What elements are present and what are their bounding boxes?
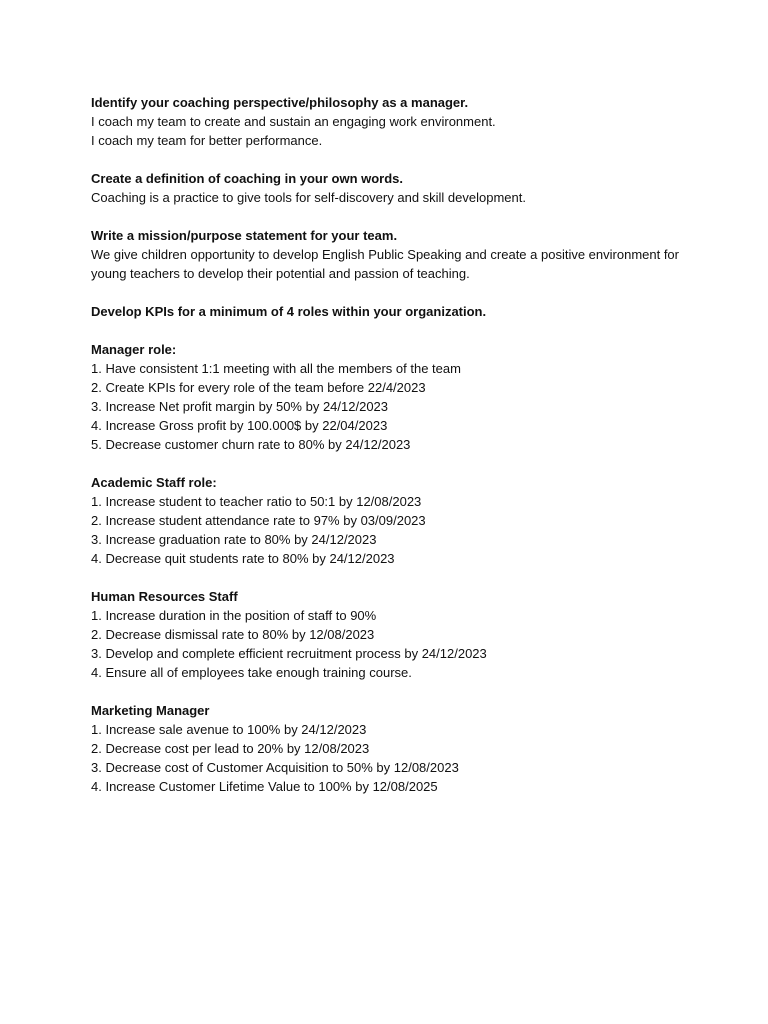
list-item: 2. Decrease cost per lead to 20% by 12/08/2023: [91, 741, 370, 756]
section-heading: Academic Staff role:: [91, 475, 217, 490]
section-coaching-philosophy: [91, 93, 711, 150]
body-line: I coach my team to create and sustain an engaging work environment.: [91, 114, 496, 129]
list-item: 4. Decrease quit students rate to 80% by 24/12/2023: [91, 551, 395, 566]
body-line: I coach my team for better performance.: [91, 133, 323, 148]
section-heading: Manager role:: [91, 342, 177, 357]
document-page: [91, 93, 711, 815]
list-item: 2. Create KPIs for every role of the team before 22/4/2023: [91, 380, 426, 395]
section-heading: Human Resources Staff: [91, 589, 238, 604]
section-heading: Create a definition of coaching in your own words.: [91, 171, 404, 186]
body-line: Coaching is a practice to give tools for self-discovery and skill development.: [91, 190, 526, 205]
section-marketing-manager: [91, 701, 711, 796]
section-academic-staff-role: [91, 473, 711, 568]
list-item: 3. Increase graduation rate to 80% by 24/12/2023: [91, 532, 377, 547]
section-mission-statement: [91, 226, 711, 283]
list-item: 2. Increase student attendance rate to 97% by 03/09/2023: [91, 513, 426, 528]
section-heading: Write a mission/purpose statement for your team.: [91, 228, 398, 243]
section-heading: Develop KPIs for a minimum of 4 roles within your organization.: [91, 304, 487, 319]
section-heading: Identify your coaching perspective/philosophy as a manager.: [91, 95, 469, 110]
section-manager-role: [91, 340, 711, 454]
body-line: We give children opportunity to develop English Public Speaking and create a positive environment for young teachers to develop their potential and passion of teaching.: [91, 247, 679, 281]
list-item: 4. Increase Gross profit by 100.000$ by 22/04/2023: [91, 418, 388, 433]
section-kpi-intro: [91, 302, 711, 321]
section-human-resources-staff: [91, 587, 711, 682]
list-item: 1. Have consistent 1:1 meeting with all the members of the team: [91, 361, 461, 376]
list-item: 1. Increase student to teacher ratio to 50:1 by 12/08/2023: [91, 494, 422, 509]
list-item: 1. Increase duration in the position of staff to 90%: [91, 608, 377, 623]
list-item: 3. Develop and complete efficient recruitment process by 24/12/2023: [91, 646, 487, 661]
list-item: 1. Increase sale avenue to 100% by 24/12/2023: [91, 722, 367, 737]
list-item: 2. Decrease dismissal rate to 80% by 12/08/2023: [91, 627, 375, 642]
list-item: 4. Increase Customer Lifetime Value to 100% by 12/08/2025: [91, 779, 438, 794]
list-item: 4. Ensure all of employees take enough training course.: [91, 665, 412, 680]
section-heading: Marketing Manager: [91, 703, 210, 718]
list-item: 3. Increase Net profit margin by 50% by 24/12/2023: [91, 399, 389, 414]
list-item: 5. Decrease customer churn rate to 80% by 24/12/2023: [91, 437, 411, 452]
section-coaching-definition: [91, 169, 711, 207]
list-item: 3. Decrease cost of Customer Acquisition to 50% by 12/08/2023: [91, 760, 459, 775]
